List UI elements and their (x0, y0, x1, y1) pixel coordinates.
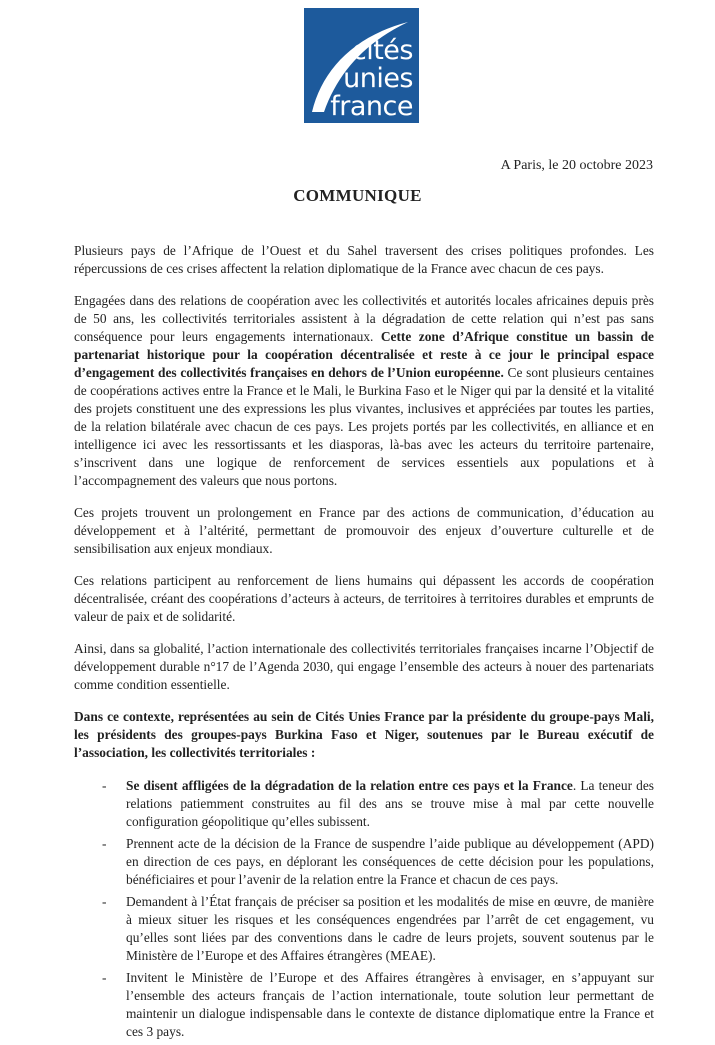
paragraph-prolongement: Ces projets trouvent un prolongement en France par des actions de communication, d’éducation au développement et à l’altérité, permettant de promouvoir des enjeux d’ouverture culturelle et de sensibilisation aux enjeux mondiaux. (74, 505, 654, 556)
bullet-dash: - (102, 894, 107, 909)
list-item (74, 893, 654, 965)
logo-text-unies: unies (343, 63, 413, 94)
dateline: A Paris, le 20 octobre 2023 (500, 158, 653, 173)
list-item-text: Prennent acte de la décision de la France de suspendre l’aide publique au développement (APD) en direction de ces pays, en déplorant les conséquences de cette décision pour les populations, bénéficiaires et pour l’avenir de la relation entre la France et chacun de ces pays. (126, 836, 654, 887)
paragraph-contexte-bold: Dans ce contexte, représentées au sein de Cités Unies France par la présidente du groupe-pays Mali, les présidents des groupes-pays Burkina Faso et Niger, soutenues par le Bureau exécutif de l’association, les collectivités territoriales : (74, 709, 654, 760)
bullet-dash: - (102, 836, 107, 851)
list-item (74, 777, 654, 831)
paragraph-crises: Plusieurs pays de l’Afrique de l’Ouest et du Sahel traversent des crises politiques profondes. Les répercussions de ces crises affectent la relation diplomatique de la France avec chacun de ces pays. (74, 243, 654, 276)
list-item-text: Invitent le Ministère de l’Europe et des Affaires étrangères à envisager, en s’appuyant sur l’ensemble des acteurs français de l’action internationale, toute solution leur permettant de maintenir un dialogue indispensable dans le contexte de distance diplomatique entre la France et ces 3 pays. (126, 970, 654, 1039)
bullet-dash: - (102, 778, 107, 793)
logo-text-cites: cités (351, 35, 413, 66)
paragraph-liens-humains: Ces relations participent au renforcement de liens humains qui dépassent les accords de coopération décentralisée, créant des coopérations d’acteurs à acteurs, de territoires à territoires durables et emprunts de valeur de paix et de solidarité. (74, 573, 654, 624)
list-item-text: Demandent à l’État français de préciser sa position et les modalités de mise en œuvre, de manière à mieux situer les risques et les conséquences engendrées par l’arrêt de cet engagement, vu qu’elles sont liées par des conventions dans le cadre de leurs projets, souvent soutenus par le Ministère de l’Europe et des Affaires étrangères (MEAE). (126, 894, 654, 963)
list-item (74, 969, 654, 1041)
list-item-text: . La teneur des relations patiemment construites au fil des ans se trouve mise à mal par cette nouvelle configuration géopolitique qu’elles subissent. (126, 778, 654, 829)
list-item-bold: Se disent affligées de la dégradation de la relation entre ces pays et la France (126, 778, 573, 793)
paragraph-engagement-details: Ce sont plusieurs centaines de coopérations actives entre la France et le Mali, le Burkina Faso et le Niger qui par la densité et la vitalité des projets constituent une des expressions les plus vivantes, inclusives et appréciées par toutes les parties, de la relation bilatérale avec chacun de ces pays. Les projets portés par les collectivités, en alliance et en intelligence ici avec les ressortissants et les diasporas, là-bas avec les acteurs du territoire partenaire, s’inscrivent dans une logique de renforcement de services essentiels aux populations et à l’accompagnement des valeurs que nous portons. (74, 365, 654, 488)
document-body (74, 242, 654, 1045)
paragraph-engagement (74, 292, 654, 490)
resolutions-list (74, 777, 654, 1041)
paragraph-odd17: Ainsi, dans sa globalité, l’action internationale des collectivités territoriales françaises incarne l’Objectif de développement durable n°17 de l’Agenda 2030, qui engage l’ensemble des acteurs à nouer des partenariats comme condition essentielle. (74, 641, 654, 692)
list-item (74, 835, 654, 889)
logo-text-france: france (330, 91, 413, 122)
bullet-dash: - (102, 970, 107, 985)
paragraph-engagement-intro: Engagées dans des relations de coopération avec les collectivités et autorités locales africaines depuis près de 50 ans, les collectivités territoriales assistent à la dégradation de cette relation qui n’est pas sans conséquence pour leurs engagements internationaux. (74, 293, 654, 344)
paragraph-engagement-emphasis: Cette zone d’Afrique constitue un bassin de partenariat historique pour la coopération décentralisée et reste à ce jour le principal espace d’engagement des collectivités françaises en dehors de l’Union européenne. (74, 329, 654, 380)
cites-unies-france-logo (304, 8, 419, 123)
paragraph-contexte (74, 708, 654, 762)
document-title: COMMUNIQUE (293, 186, 422, 205)
